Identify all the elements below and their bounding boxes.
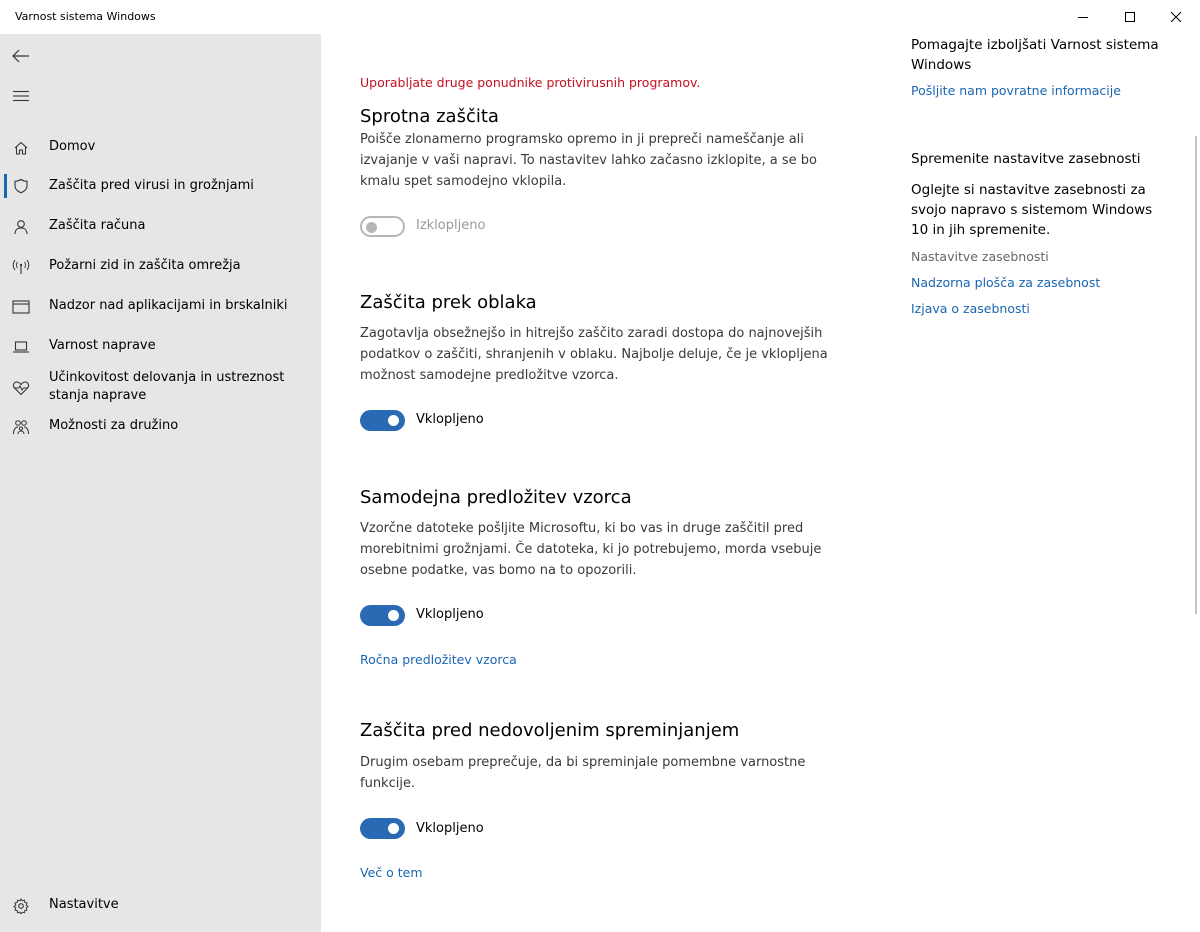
section-description: Drugim osebam preprečuje, da bi spreminjale pomembne varnostne funkcije.: [360, 755, 806, 791]
gear-icon: [11, 896, 31, 916]
toggle-knob: [388, 823, 399, 834]
sidebar-item-virus-protection[interactable]: [0, 174, 321, 198]
section-title: Zaščita prek oblaka: [360, 292, 537, 313]
browser-window-icon: [11, 297, 31, 317]
privacy-heading: Spremenite nastavitve zasebnosti: [911, 151, 1141, 167]
sidebar-item-firewall[interactable]: [0, 255, 321, 279]
hamburger-icon: [13, 90, 29, 102]
toggle-state-label: Vklopljeno: [416, 607, 484, 622]
person-icon: [11, 217, 31, 237]
minimize-icon: [1078, 12, 1088, 22]
close-icon: [1171, 12, 1181, 22]
manual-sample-submission-link[interactable]: Ročna predložitev vzorca: [360, 652, 517, 667]
maximize-button[interactable]: [1107, 0, 1153, 34]
tamper-protection-toggle[interactable]: [360, 818, 405, 839]
sidebar-item-settings[interactable]: [0, 894, 321, 918]
sidebar-item-device-health[interactable]: [0, 368, 321, 408]
title-bar: [0, 0, 1200, 34]
heart-pulse-icon: [11, 378, 31, 398]
maximize-icon: [1125, 12, 1135, 22]
sidebar-item-label: Požarni zid in zaščita omrežja: [49, 258, 241, 273]
sidebar-item-app-browser-control[interactable]: [0, 295, 321, 319]
section-description: Vzorčne datoteke pošljite Microsoftu, ki bo vas in druge zaščitil pred morebitnimi grožnjami. Če datoteka, ki jo potrebujemo, morda vsebuje osebne podatke, vas bomo na to opozorili.: [360, 521, 822, 578]
laptop-icon: [11, 337, 31, 357]
learn-more-link[interactable]: Več o tem: [360, 865, 423, 880]
antenna-icon: [11, 257, 31, 277]
family-icon: [11, 417, 31, 437]
section-description: Poišče zlonamerno programsko opremo in ji prepreči nameščanje ali izvajanje v vaši napravi. To nastavitev lahko začasno izklopite, a se bo kmalu spet samodejno vklopila.: [360, 132, 818, 189]
toggle-knob: [388, 415, 399, 426]
sidebar-item-label: Zaščita računa: [49, 218, 146, 233]
sidebar-item-home[interactable]: [0, 136, 321, 160]
realtime-protection-toggle[interactable]: [360, 216, 405, 237]
window-title: Varnost sistema Windows: [15, 10, 156, 23]
sidebar-item-label: Nadzor nad aplikacijami in brskalniki: [49, 298, 288, 313]
sidebar-item-label: Možnosti za družino: [49, 418, 179, 433]
section-description: Zagotavlja obsežnejšo in hitrejšo zaščito zaradi dostopa do najnovejših podatkov o zaščiti, shranjenih v oblaku. Najbolje deluje, če je vklopljena možnost samodejne predložitve vzorca.: [360, 326, 828, 383]
privacy-dashboard-link[interactable]: Nadzorna plošča za zasebnost: [911, 275, 1101, 290]
section-title: Sprotna zaščita: [360, 106, 499, 127]
sidebar-item-label: Domov: [49, 139, 96, 154]
vertical-scrollbar[interactable]: [1195, 136, 1197, 614]
toggle-state-label: Vklopljeno: [416, 821, 484, 836]
section-title: Zaščita pred nedovoljenim spreminjanjem: [360, 720, 740, 741]
home-icon: [11, 138, 31, 158]
sidebar-item-family-options[interactable]: [0, 415, 321, 439]
toggle-knob: [388, 610, 399, 621]
back-arrow-icon: [12, 49, 30, 63]
privacy-description: Oglejte si nastavitve zasebnosti za svojo napravo s sistemom Windows 10 in jih spremenite.: [911, 182, 1153, 238]
feedback-heading: Pomagajte izboljšati Varnost sistema Windows: [911, 37, 1159, 73]
toggle-state-label: Vklopljeno: [416, 412, 484, 427]
feedback-link[interactable]: Pošljite nam povratne informacije: [911, 83, 1121, 98]
sample-submission-toggle[interactable]: [360, 605, 405, 626]
toggle-knob: [366, 222, 377, 233]
sidebar-item-label: Nastavitve: [49, 897, 119, 912]
sidebar: [0, 34, 321, 932]
shield-icon: [11, 176, 31, 196]
main-content: [321, 34, 891, 932]
sidebar-item-label: Zaščita pred virusi in grožnjami: [49, 178, 254, 193]
privacy-statement-link[interactable]: Izjava o zasebnosti: [911, 301, 1030, 316]
sidebar-item-label: Učinkovitost delovanja in ustreznost stanja naprave: [49, 370, 285, 403]
antivirus-warning-text: Uporabljate druge ponudnike protivirusnih programov.: [360, 75, 701, 90]
section-title: Samodejna predložitev vzorca: [360, 487, 632, 508]
cloud-protection-toggle[interactable]: [360, 410, 405, 431]
sidebar-item-device-security[interactable]: [0, 335, 321, 359]
close-button[interactable]: [1153, 0, 1199, 34]
minimize-button[interactable]: [1060, 0, 1106, 34]
sidebar-item-label: Varnost naprave: [49, 338, 156, 353]
hamburger-menu-button[interactable]: [0, 76, 42, 116]
toggle-state-label: Izklopljeno: [416, 218, 486, 233]
right-panel: [891, 34, 1191, 932]
sidebar-item-account-protection[interactable]: [0, 215, 321, 239]
back-button[interactable]: [0, 36, 42, 76]
privacy-settings-label: Nastavitve zasebnosti: [911, 249, 1049, 264]
